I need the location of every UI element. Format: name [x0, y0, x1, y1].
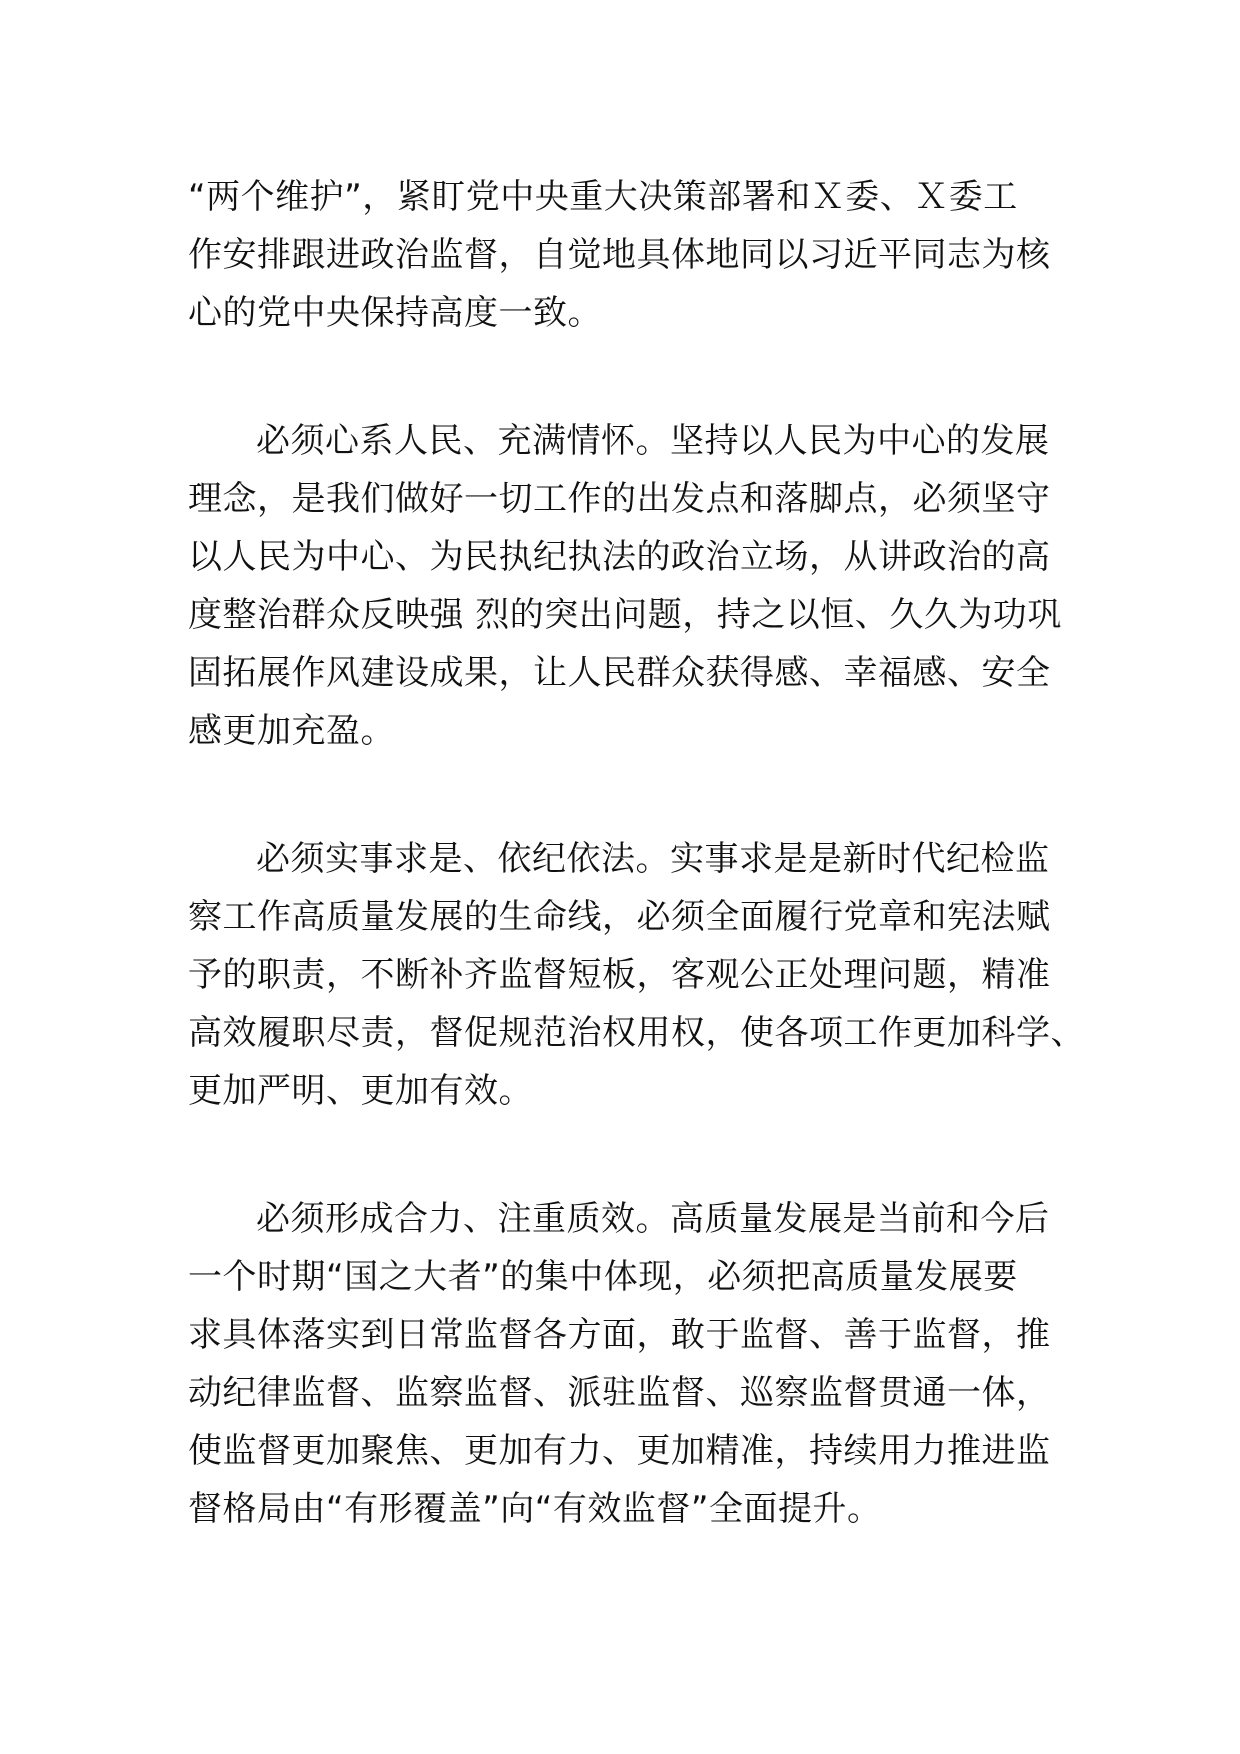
paragraph-1 — [188, 168, 1058, 342]
paragraph-line: 感更加充盈。 — [188, 711, 395, 751]
paragraph-line: 察工作高质量发展的生命线，必须全面履行党章和宪法赋 — [188, 897, 1051, 937]
paragraph-2 — [188, 412, 1062, 760]
paragraph-spacer — [188, 760, 1058, 830]
paragraph-line: 更加严明、更加有效。 — [188, 1071, 533, 1111]
paragraph-spacer — [188, 342, 1058, 412]
paragraph-line: 动纪律监督、监察监督、派驻监督、巡察监督贯通一体， — [188, 1373, 1051, 1413]
paragraph-line: 使监督更加聚焦、更加有力、更加精准，持续用力推进监 — [188, 1431, 1051, 1471]
paragraph-line: 理念，是我们做好一切工作的出发点和落脚点，必须坚守 — [188, 479, 1051, 519]
paragraph-line: 督格局由“有形覆盖”向“有效监督”全面提升。 — [188, 1489, 882, 1529]
paragraph-line: 必须实事求是、依纪依法。实事求是是新时代纪检监 — [256, 839, 1050, 879]
paragraph-line: 度整治群众反映强 烈的突出问题，持之以恒、久久为功巩 — [188, 595, 1062, 635]
paragraph-4 — [188, 1190, 1058, 1538]
paragraph-line: 以人民为中心、为民执纪执法的政治立场，从讲政治的高 — [188, 537, 1051, 577]
paragraph-line: 予的职责，不断补齐监督短板，客观公正处理问题，精准 — [188, 955, 1051, 995]
paragraph-line: 高效履职尽责，督促规范治权用权，使各项工作更加科学、 — [188, 1013, 1085, 1053]
paragraph-line: 必须形成合力、注重质效。高质量发展是当前和今后 — [256, 1199, 1050, 1239]
document-body — [188, 168, 1085, 1538]
paragraph-line: 固拓展作风建设成果，让人民群众获得感、幸福感、安全 — [188, 653, 1051, 693]
paragraph-line: 求具体落实到日常监督各方面，敢于监督、善于监督，推 — [188, 1315, 1051, 1355]
paragraph-3 — [188, 830, 1085, 1120]
paragraph-line: 必须心系人民、充满情怀。坚持以人民为中心的发展 — [256, 421, 1050, 461]
paragraph-line: 作安排跟进政治监督，自觉地具体地同以习近平同志为核 — [188, 235, 1051, 275]
paragraph-line: “两个维护”，紧盯党中央重大决策部署和Ｘ委、Ｘ委工 — [188, 177, 1018, 217]
paragraph-line: 一个时期“国之大者”的集中体现，必须把高质量发展要 — [188, 1257, 1018, 1297]
paragraph-spacer — [188, 1120, 1058, 1190]
paragraph-line: 心的党中央保持高度一致。 — [188, 293, 602, 333]
